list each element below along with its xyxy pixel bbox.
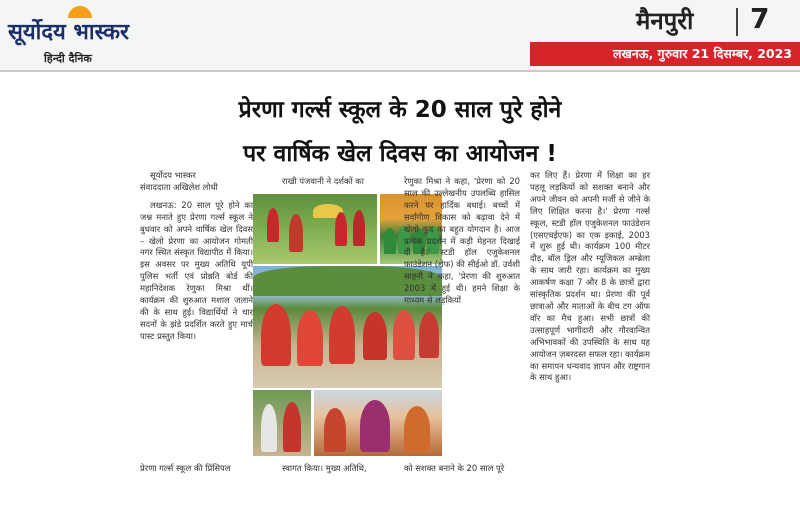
masthead-divider: [736, 8, 738, 36]
article-headline: [150, 88, 650, 176]
page-number: 7: [750, 2, 770, 35]
column-1-text: लखनऊ: 20 साल पूरे होने का जश्न मनाते हुए प्रेरणा गर्ल्स स्कूल ने बुधवार को अपने वार्षिक खेल दिवस – खेलो प्रेरणा का आयोजन गोमती नगर स्थित संस्कृत विद्यापीठ में किया। इस अवसर पर मुख्य अतिथि यूपी पुलिस भर्ती एवं प्रोन्नति बोर्ड की महानिदेशक रेणुका मिश्रा थीं। कार्यक्रम की शुरुआत मशाल जलाने की के साथ हुई। विद्यार्थियों ने चार सदनों के झंडे प्रदर्शित करते हुए मार्च पास्ट प्रस्तुत किया।: [140, 199, 253, 341]
newspaper-name: सूर्योदय भास्कर: [8, 19, 130, 45]
article-column-1: [140, 170, 253, 343]
headline-line-2: पर वार्षिक खेल दिवस का आयोजन !: [243, 141, 557, 167]
article-column-1-bottom: प्रेरणा गर्ल्स स्कूल की प्रिंसिपल: [140, 463, 231, 473]
article-column-4: कर लिए हैं। प्रेरणा में शिक्षा का हर पहलू लड़कियों को सशक्त बनाने और अपने जीवन को अपनी मर्जी से जीने के लिए शिक्षित करना है।' प्रेरणा गर्ल्स स्कूल, स्टडी हॉल एजुकेशनल फाउंडेशन (एसएचईएफ) का एक इकाई, 2003 में शुरू हुई थी। कार्यक्रम 100 मीटर दौड़, बॉल ड्रिल और म्यूजिकल अम्ब्रेला के साथ जारी रहा। कार्यक्रम का मुख्य आकर्षण कक्षा 7 और 8 के छात्रों द्वारा सांस्कृतिक प्रदर्शन था। प्रेरणा की पूर्व छात्राओं और माताओं के बीच टग ऑफ वॉर का मैच हुआ। सभी छात्रों की उत्साहपूर्ण भागीदारी और गौरवान्वित अभिभावकों की उपस्थिति के साथ यह आयोजन ज़बरदस्त सफल रहा। कार्यक्रम का समापन धन्यवाद ज्ञापन और राष्ट्रगान के साथ हुआ।: [530, 170, 650, 383]
dateline: लखनऊ, गुरुवार 21 दिसम्बर, 2023: [530, 42, 800, 66]
byline-paper: सूर्योदय भास्कर: [150, 170, 196, 180]
photo-girls-walking: [253, 390, 311, 456]
newspaper-logo: [6, 6, 166, 66]
article-column-2-bottom: स्वागत किया। मुख्य अतिथि,: [282, 463, 367, 473]
edition-city: मैनपुरी: [636, 7, 694, 35]
masthead: [0, 0, 800, 72]
headline-line-1: प्रेरणा गर्ल्स स्कूल के 20 साल पुरे होने: [238, 97, 562, 123]
article-column-2-top: राखी पंजवानी ने दर्शकों का: [282, 176, 364, 186]
article-column-3-bottom: को सशक्त बनाने के 20 साल पूरे: [404, 463, 505, 473]
photo-dancers-outdoors: [253, 194, 377, 264]
photo-dance-performance: [314, 390, 442, 456]
byline-reporter: संवाददाता अखिलेश लोधी: [140, 181, 218, 192]
article-column-3: रेणुका मिश्रा ने कहा, 'प्रेरणा को 20 साल की उल्लेखनीय उपलब्धि हासिल करने पर हार्दिक बधाई। बच्चों में सर्वांगीण विकास को बढ़ावा देने में खेलो कूद का बहुत योगदान है। आज प्रत्येक प्रदर्शन में कड़ी मेहनत दिखाई दी है।' स्टडी हॉल एजुकेशनल फाउंडेशन (शेफ) की सीईओ डॉ. उर्वशी साहनी ने कहा, 'प्रेरणा की शुरुआत 2003 में हुई थी। हमने शिक्षा के माध्यम से लड़कियों: [404, 176, 520, 306]
newspaper-tagline: हिन्दी दैनिक: [44, 52, 92, 65]
